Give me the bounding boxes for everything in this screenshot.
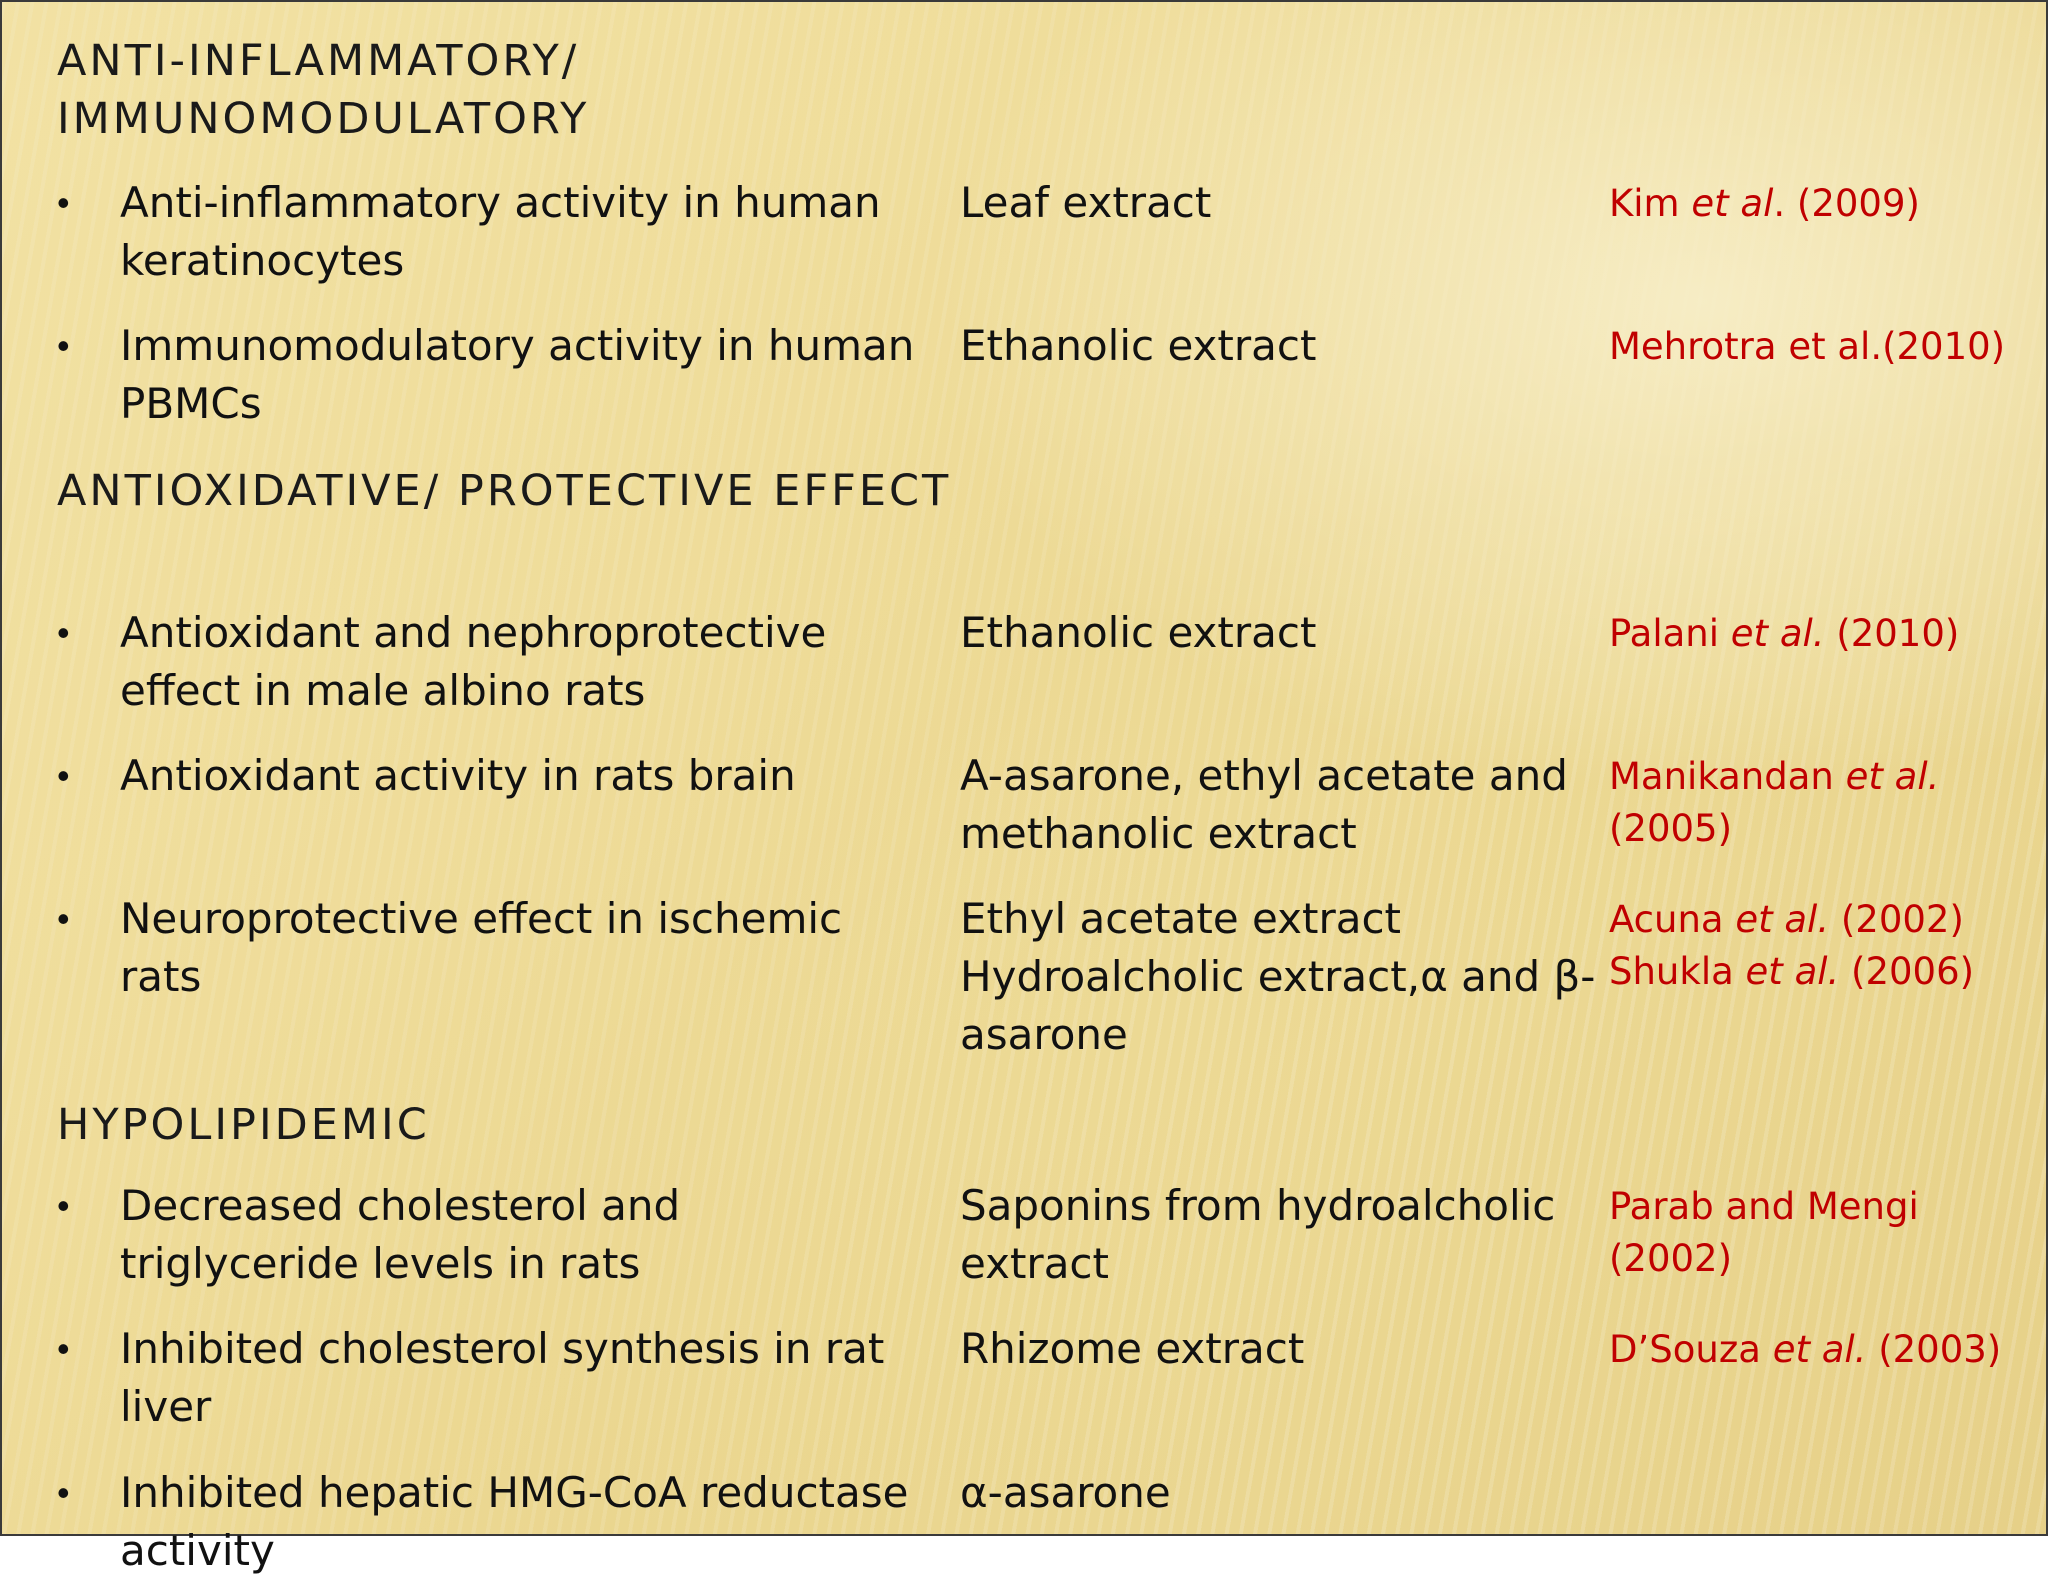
bullet: •	[57, 1328, 70, 1369]
activity-text: Antioxidant and nephroprotective effect in male albino rats	[120, 608, 827, 715]
source-text: Saponins from hydroalcholic extract	[960, 1181, 1556, 1288]
reference-text: Parab and Mengi (2002)	[1609, 1185, 1919, 1280]
source-text: Leaf extract	[960, 178, 1212, 227]
activity-text: Inhibited cholesterol synthesis in rat liver	[120, 1324, 885, 1431]
section-heading-hypolipidemic: HYPOLIPIDEMIC	[57, 1100, 430, 1150]
source-text: Ethanolic extract	[960, 321, 1317, 370]
activity-text: Inhibited hepatic HMG-CoA reductase activity	[120, 1468, 909, 1575]
activity-text: Immunomodulatory activity in human PBMCs	[120, 321, 915, 428]
bullet: •	[57, 1185, 70, 1226]
source-text: Ethanolic extract	[960, 608, 1317, 657]
bullet: •	[57, 898, 70, 939]
section-heading-anti-inflammatory: ANTI-INFLAMMATORY/ IMMUNOMODULATORY	[57, 36, 590, 144]
reference-text: D’Souza et al. (2003)	[1609, 1328, 2002, 1371]
bullet: •	[57, 1472, 70, 1513]
source-text: Rhizome extract	[960, 1324, 1305, 1373]
activity-text: Antioxidant activity in rats brain	[120, 751, 796, 800]
reference-text: Palani et al. (2010)	[1609, 612, 1960, 655]
reference-text: Mehrotra et al.(2010)	[1609, 325, 2006, 368]
reference-text: Acuna et al. (2002) Shukla et al. (2006)	[1609, 898, 1975, 993]
source-text: Ethyl acetate extract Hydroalcholic extract,α and β- asarone	[960, 894, 1596, 1059]
reference-text: Kim et al. (2009)	[1609, 182, 1920, 225]
bullet: •	[57, 612, 70, 653]
activity-text: Neuroprotective effect in ischemic rats	[120, 894, 843, 1001]
reference-text: Manikandan et al. (2005)	[1609, 755, 1940, 850]
source-text: A-asarone, ethyl acetate and methanolic extract	[960, 751, 1568, 858]
bullet: •	[57, 755, 70, 796]
bullet: •	[57, 325, 70, 366]
bullet: •	[57, 182, 70, 223]
section-heading-antioxidative: ANTIOXIDATIVE/ PROTECTIVE EFFECT	[57, 466, 952, 516]
activity-text: Anti-inflammatory activity in human keratinocytes	[120, 178, 881, 285]
source-text: α-asarone	[960, 1468, 1171, 1517]
activity-text: Decreased cholesterol and triglyceride levels in rats	[120, 1181, 681, 1288]
